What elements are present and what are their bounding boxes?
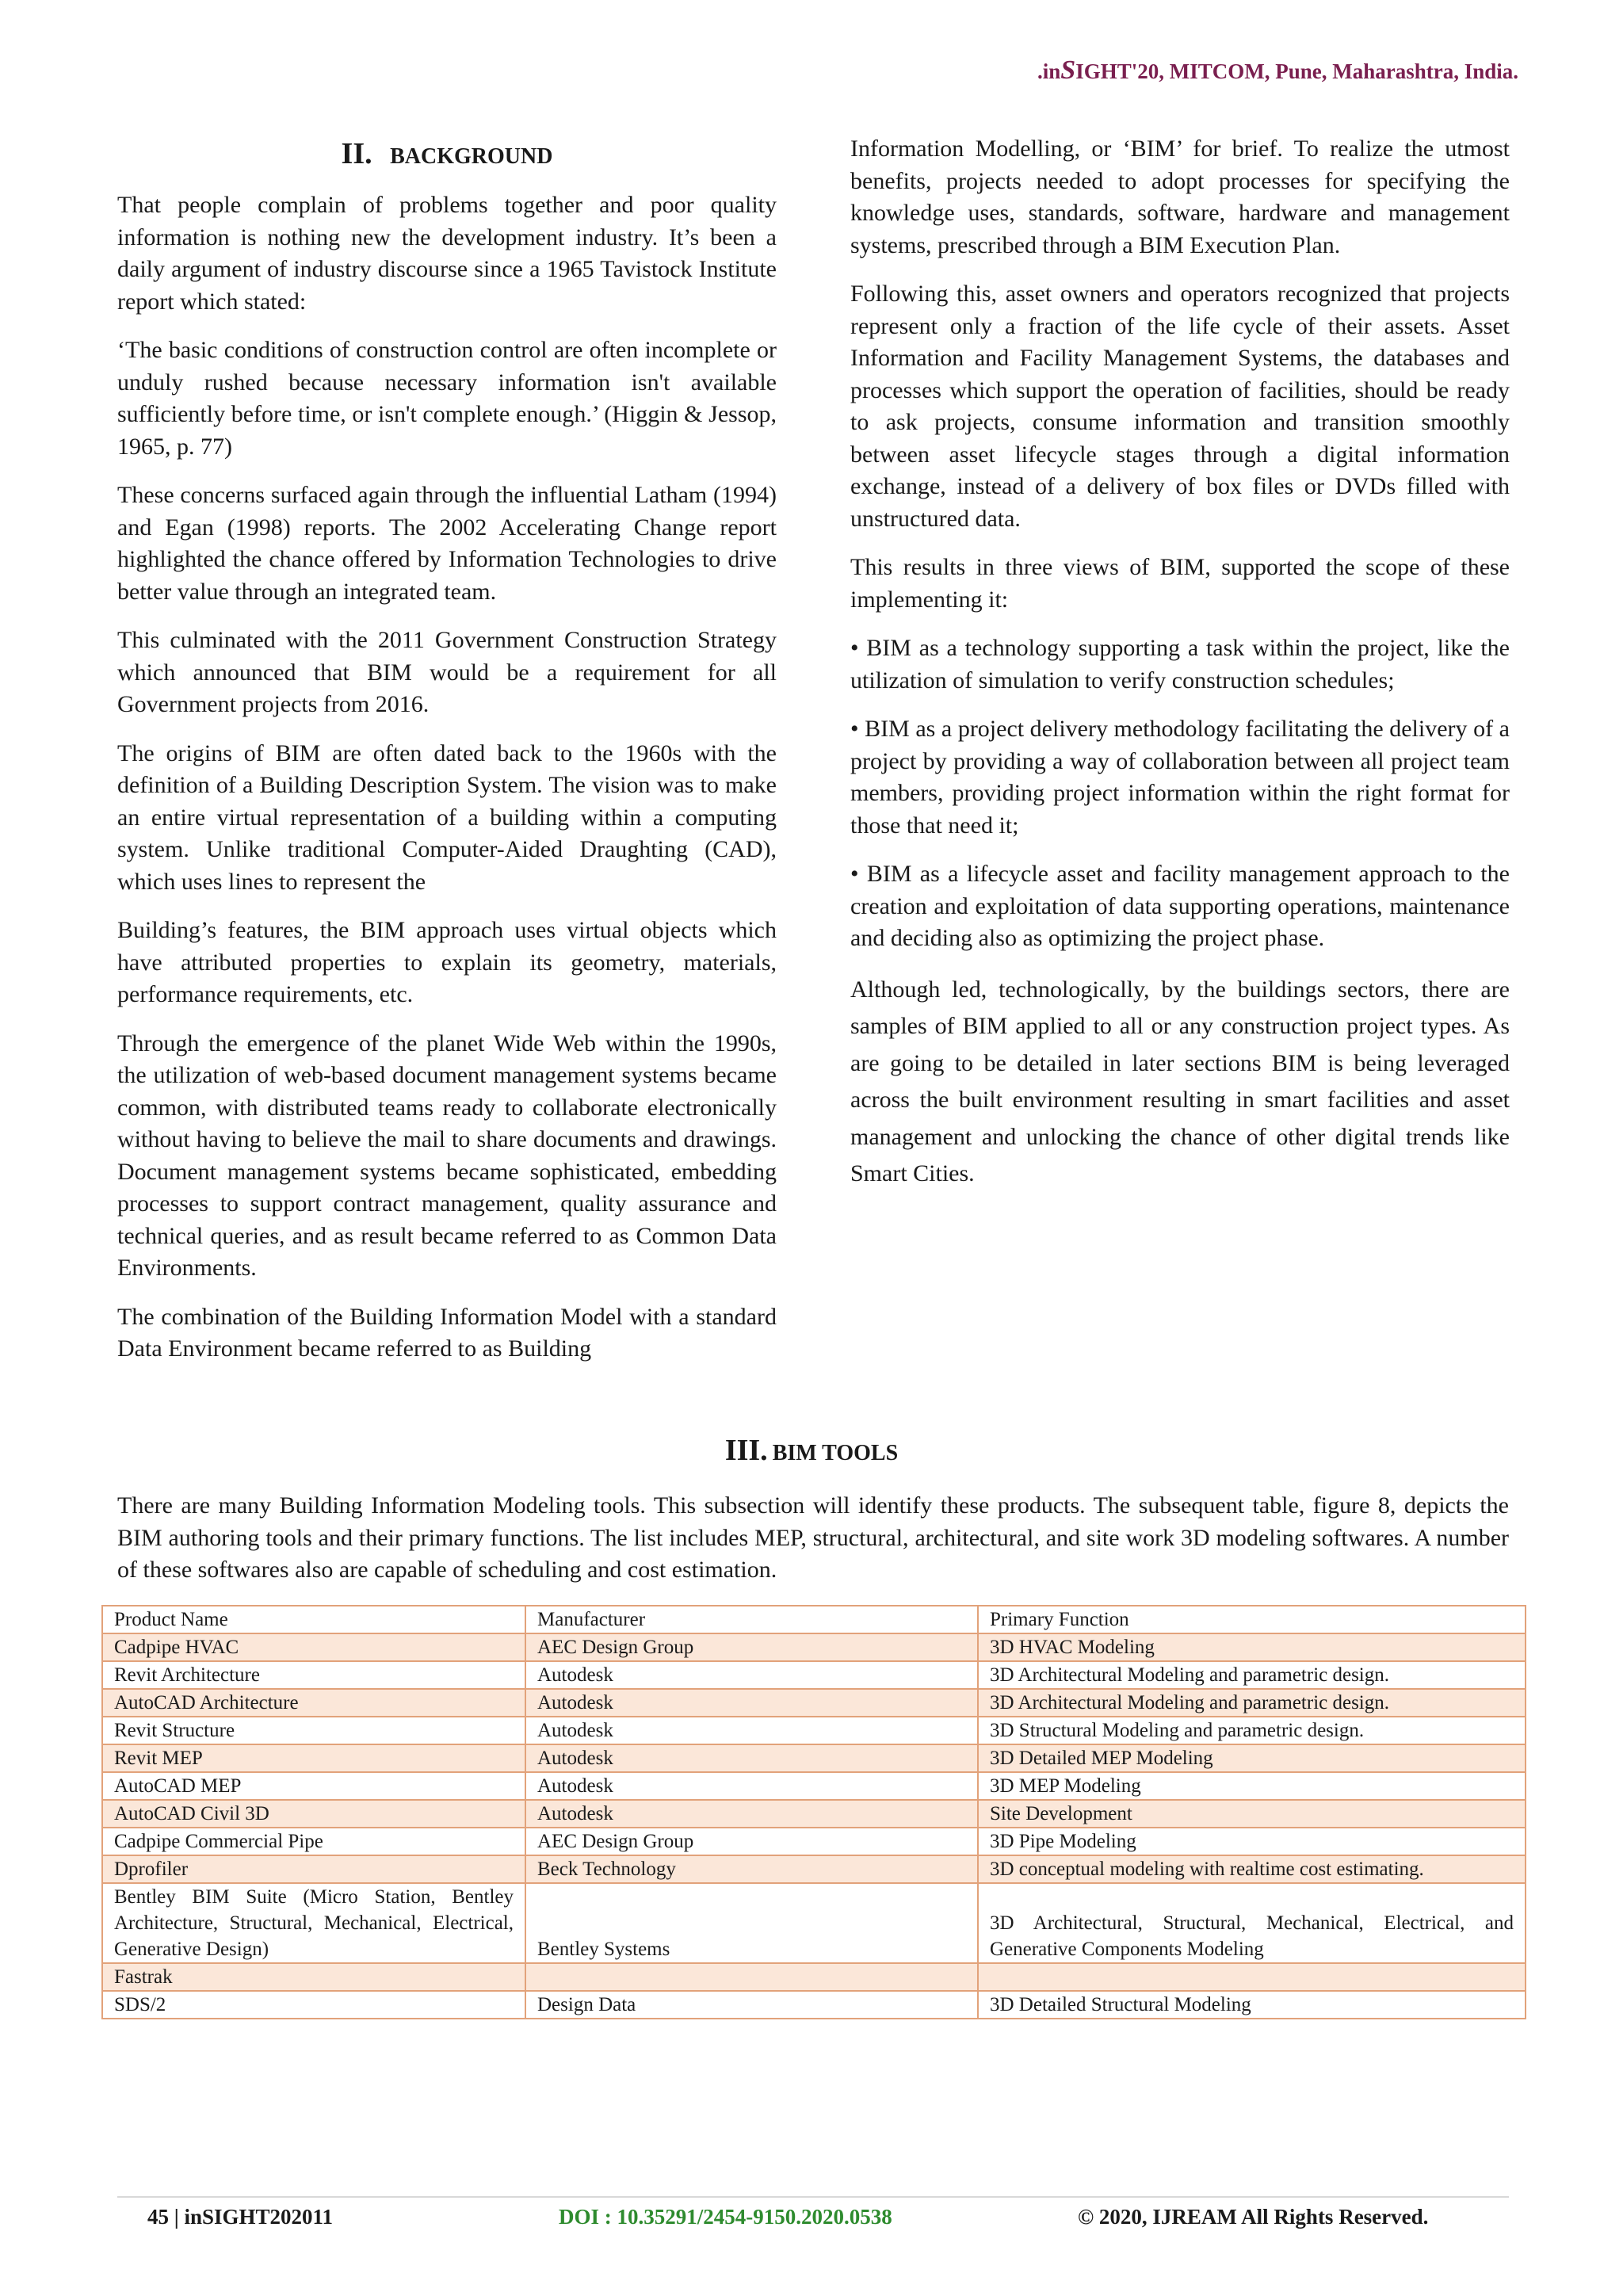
product-cell: Fastrak [102, 1963, 525, 1991]
header-cell: Primary Function [978, 1606, 1526, 1633]
function-cell: 3D Structural Modeling and parametric design. [978, 1717, 1526, 1744]
table-row [102, 1828, 1526, 1855]
doi-link[interactable]: DOI : 10.35291/2454-9150.2020.0538 [559, 2205, 892, 2229]
manufacturer-cell: Design Data [525, 1991, 978, 2019]
paragraph: The origins of BIM are often dated back to the 1960s with the definition of a Building Description System. The vision was to make an entire virtual representation of a building within a computing system. Unlike traditional Computer-Aided Draughting (CAD), which uses lines to represent the [117, 739, 777, 895]
section-intro: There are many Building Information Modeling tools. This subsection will identify these products. The subsequent table, figure 8, depicts the BIM authoring tools and their primary functions. The list includes MEP, structural, architectural, and site work 3D modeling softwares. A number of these softwares also are capable of scheduling and cost estimation. [117, 1492, 1509, 1583]
section-title: BIM TOOLS [772, 1441, 899, 1465]
function-cell: 3D MEP Modeling [978, 1772, 1526, 1800]
quote-paragraph: ‘The basic conditions of construction control are often incomplete or unduly rushed because necessary information isn't available sufficiently before time, or isn't complete enough.’ (Higgin & Jessop, 1965, p. 77) [117, 337, 777, 460]
page-number: 45 | inSIGHT202011 [147, 2205, 334, 2229]
product-cell: Revit Architecture [102, 1661, 525, 1689]
copyright-notice: © 2020, IJREAM All Rights Reserved. [1078, 2205, 1429, 2229]
section-numeral: II. [341, 137, 372, 170]
product-cell: Cadpipe Commercial Pipe [102, 1828, 525, 1855]
paragraph: Building’s features, the BIM approach uses virtual objects which have attributed properties to explain its geometry, materials, performance requirements, etc. [117, 917, 777, 1007]
paragraph: This results in three views of BIM, supported the scope of these implementing it: [850, 554, 1510, 613]
table-row [102, 1689, 1526, 1717]
paragraph: These concerns surfaced again through the influential Latham (1994) and Egan (1998) reports. The 2002 Accelerating Change report highlighted the chance offered by Information Technologies to drive better value through an integrated team. [117, 482, 777, 605]
table-row [102, 1717, 1526, 1744]
header-prefix: .in [1037, 59, 1061, 83]
manufacturer-cell: Autodesk [525, 1661, 978, 1689]
product-cell: SDS/2 [102, 1991, 525, 2019]
table-header-row [102, 1606, 1526, 1633]
manufacturer-cell: Beck Technology [525, 1855, 978, 1883]
manufacturer-cell: Bentley Systems [525, 1883, 978, 1963]
section-heading-bim-tools [0, 1432, 1623, 1473]
function-cell [978, 1963, 1526, 1991]
table-row [102, 1963, 1526, 1991]
bullet-item: • BIM as a lifecycle asset and facility management approach to the creation and exploitation of data supporting operations, maintenance and deciding also as optimizing the project phase. [850, 861, 1510, 951]
function-cell: Site Development [978, 1800, 1526, 1828]
product-cell: Revit Structure [102, 1717, 525, 1744]
table-row [102, 1800, 1526, 1828]
manufacturer-cell [525, 1963, 978, 1991]
function-cell: 3D Detailed Structural Modeling [978, 1991, 1526, 2019]
table-row [102, 1661, 1526, 1689]
table-row [102, 1744, 1526, 1772]
bullet-item: • BIM as a project delivery methodology facilitating the delivery of a project by providing a way of collaboration between all project team members, providing project information within the right format for those that need it; [850, 716, 1510, 839]
paragraph: Information Modelling, or ‘BIM’ for brief. To realize the utmost benefits, projects needed to adopt processes for specifying the knowledge uses, standards, software, hardware and management systems, prescribed through a BIM Execution Plan. [850, 136, 1510, 258]
paragraph: Although led, technologically, by the buildings sectors, there are samples of BIM applied to all or any construction project types. As are going to be detailed in later sections BIM is being leveraged across the built environment resulting in smart facilities and asset management and unlocking the chance of other digital trends like Smart Cities. [850, 976, 1510, 1186]
manufacturer-cell: Autodesk [525, 1800, 978, 1828]
manufacturer-cell: Autodesk [525, 1772, 978, 1800]
right-column [850, 133, 1510, 1209]
manufacturer-cell: AEC Design Group [525, 1633, 978, 1661]
bim-tools-table [101, 1605, 1526, 2019]
paragraph: Through the emergence of the planet Wide Web within the 1990s, the utilization of web-based document management systems became common, with distributed teams ready to collaborate electronically without having to believe the mail to share documents and drawings. Document management systems became sophisticated, embedding processes to support contract management, quality assurance and technical queries, and as result became referred to as Common Data Environments. [117, 1030, 777, 1281]
table-row [102, 1883, 1526, 1963]
table-row [102, 1772, 1526, 1800]
product-cell: AutoCAD Architecture [102, 1689, 525, 1717]
manufacturer-cell: Autodesk [525, 1744, 978, 1772]
footer-divider [117, 2196, 1509, 2198]
section-heading-background [117, 133, 777, 175]
manufacturer-cell: Autodesk [525, 1689, 978, 1717]
table-row [102, 1991, 1526, 2019]
header-mark: S [1060, 55, 1076, 85]
section-title: BACKGROUND [390, 144, 553, 169]
product-cell: Dprofiler [102, 1855, 525, 1883]
product-cell: AutoCAD MEP [102, 1772, 525, 1800]
function-cell: 3D Pipe Modeling [978, 1828, 1526, 1855]
journal-header [1037, 55, 1518, 86]
function-cell: 3D Architectural Modeling and parametric design. [978, 1661, 1526, 1689]
manufacturer-cell: Autodesk [525, 1717, 978, 1744]
paragraph: That people complain of problems together and poor quality information is nothing new the development industry. It’s been a daily argument of industry discourse since a 1965 Tavistock Institute report which stated: [117, 192, 777, 315]
section-numeral: III. [724, 1434, 768, 1467]
paragraph: The combination of the Building Information Model with a standard Data Environment became referred to as Building [117, 1303, 777, 1362]
product-cell: Bentley BIM Suite (Micro Station, Bentley Architecture, Structural, Mechanical, Electrical, Generative Design) [102, 1883, 525, 1963]
table-row [102, 1633, 1526, 1661]
function-cell: 3D Detailed MEP Modeling [978, 1744, 1526, 1772]
function-cell: 3D Architectural, Structural, Mechanical, Electrical, and Generative Components Modeling [978, 1883, 1526, 1963]
function-cell: 3D HVAC Modeling [978, 1633, 1526, 1661]
function-cell: 3D Architectural Modeling and parametric design. [978, 1689, 1526, 1717]
product-cell: AutoCAD Civil 3D [102, 1800, 525, 1828]
header-rest: IGHT'20, MITCOM, Pune, Maharashtra, India. [1075, 59, 1518, 83]
table-row [102, 1855, 1526, 1883]
left-column [117, 133, 777, 1382]
header-cell: Product Name [102, 1606, 525, 1633]
manufacturer-cell: AEC Design Group [525, 1828, 978, 1855]
paragraph: This culminated with the 2011 Government Construction Strategy which announced that BIM would be a requirement for all Government projects from 2016. [117, 627, 777, 717]
paragraph: Following this, asset owners and operators recognized that projects represent only a fraction of the life cycle of their assets. Asset Information and Facility Management Systems, the databases and processes which support the operation of facilities, should be ready to ask projects, consume information and transition smoothly between asset lifecycle stages through a digital information exchange, instead of a delivery of box files or DVDs filled with unstructured data. [850, 281, 1510, 532]
function-cell: 3D conceptual modeling with realtime cost estimating. [978, 1855, 1526, 1883]
header-cell: Manufacturer [525, 1606, 978, 1633]
product-cell: Revit MEP [102, 1744, 525, 1772]
product-cell: Cadpipe HVAC [102, 1633, 525, 1661]
bullet-item: • BIM as a technology supporting a task within the project, like the utilization of simulation to verify construction schedules; [850, 635, 1510, 693]
